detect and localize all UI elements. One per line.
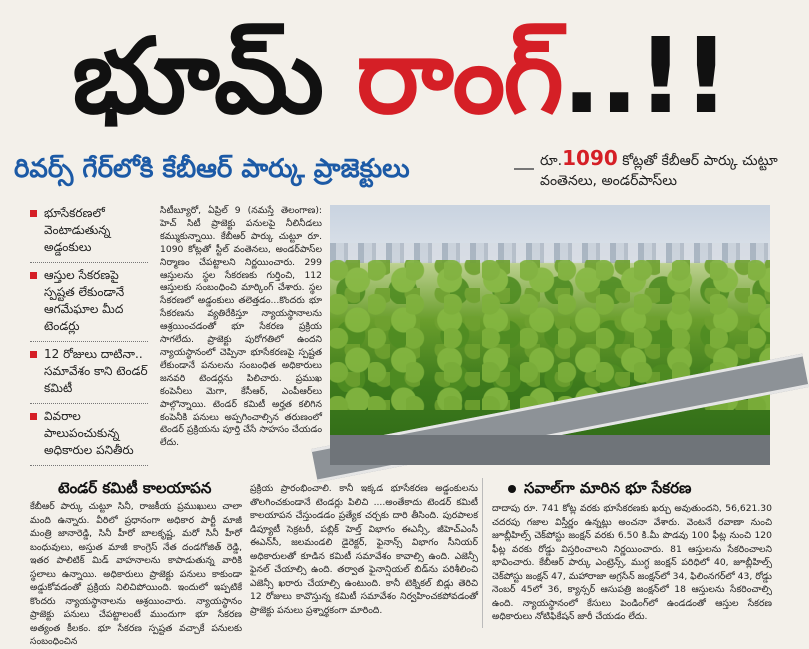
photo-road-lower [330, 435, 770, 465]
key-point-text: వివరాల పాలుపంచుకున్న అధికారుల పనితీరు [44, 409, 134, 457]
key-point-text: ఆస్తుల సేకరణపై స్పష్టత లేకుండానే ఆగమేఘాల మీద టెండర్లు [44, 268, 125, 333]
side-deck-rest: కోట్లతో కేబీఆర్ పార్కు చుట్టూ వంతెనలు, అండర్‌పాస్‌లు [540, 153, 778, 189]
deck-divider [514, 168, 534, 170]
key-point [30, 408, 148, 466]
headline-part-1: భూమ్ [72, 15, 357, 137]
bullet-icon [30, 351, 37, 358]
column-divider [482, 478, 483, 628]
side-deck-amount: 1090 [562, 146, 618, 170]
key-point-text: భూసేకరణలో వెంటాడుతున్న అడ్డంకులు [44, 206, 111, 254]
key-point [30, 205, 148, 263]
headline [0, 10, 800, 142]
key-point-text: 12 రోజులు దాటినా.. సమావేశం కాని టెండర్ కమిటీ [44, 347, 148, 395]
section-body-continuation: ప్రక్రియ ప్రారంభించాలి. కానీ ఇక్కడ భూసేకరణ అడ్డంకులను తొలగించకుండానే టెండర్లు పిలిచి ....అంతేకాదు టెండర్ కమిటీ కాలయాపన చేస్తుండడం ప్రత్యేక చర్చకు దారి తీసింది. పురపాలక డిప్యూటీ సెక్రటరీ, పబ్లిక్ హెల్త్ విభాగం ఈఎన్సీ, జీహెచ్‌ఎంసీ ఈఎన్‌సీ, జలమండలి డైరెక్టర్, ఫైనాన్స్ విభాగం సీనియర్ అధికారులతో కూడిన కమిటీ సమావేశం కావాల్సి ఉంది. ఎజెన్సీ ఫైనల్ చేయాల్సి ఉంది. తర్వాత ఫైనాన్షియల్ బిడ్‌ను పరిశీలించి ఎజెన్సీ ఖరారు చేయాల్సి ఉంటుంది. కానీ టెక్నికల్ బిడ్లు తెరిచి 12 రోజులు కావొస్తున్న కమిటీ సమావేశం నిర్వహించకపోవడంతో ప్రాజెక్టు పనులు ప్రశ్నార్థకంగా మారింది. [250, 483, 478, 616]
section-body-tender-committee: కేబీఆర్ పార్కు చుట్టూ సినీ, రాజకీయ ప్రముఖులు చాలా మంది ఉన్నారు. వీరిలో ప్రధానంగా అధికార పార్టీ మాజీ మంత్రి జానారెడ్డి, సినీ హీరో బాలకృష్ణ, మరో సినీ హీరో బంధువులు, అస్తుత మాజీ కాంగ్రెస్ నేత దండగోజిత్ రెడ్డి, ఇతర పాలిటిక్ మిడ్ వాహనాలను కాపాడుతున్న వారికి స్థలాలు ఉన్నాయి. అధికారులు ప్రాజెక్టు పనులు కాకుండా అడ్డుకోవడంతో ప్రక్రియ నిలిచిపోయింది. ఇందులో ఇప్పటికే కొందరు న్యాయస్థానాలను ఆశ్రయించారు. న్యాయస్థానం ప్రాజెక్టు పనులు చేపట్టాలంటే ముందుగా భూ సేకరణ అత్యంత కీలకం. భూ సేకరణ స్పష్టత వచ్చాకే పనులకు సంబంధించిన [30, 501, 242, 647]
aerial-park-photo [330, 205, 770, 460]
side-deck [540, 148, 795, 192]
side-deck-prefix: రూ. [540, 153, 563, 169]
section-title-text: సవాల్‌గా మారిన భూ సేకరణ [524, 479, 692, 497]
lead-paragraph: సిటీబ్యూరో, ఏప్రిల్ 9 (నమస్తే తెలంగాణ): హెచ్ సిటీ ప్రాజెక్టు పనులపై నీలినీడలు కమ్ముకున్నాయి. కేబీఆర్ పార్కు చుట్టూ రూ. 1090 కోట్లతో స్టీల్ వంతెనలు, అండర్‌పాస్‌ల నిర్మాణం చేపట్టాలని నిర్ణయించారు. 299 ఆస్తులను స్థల సేకరణకు గుర్తించి, 112 ఆస్తులకు సంబంధించి మార్కింగ్ చేశారు. స్థల సేకరణలో అడ్డంకులు తలెత్తడం...కొందరు భూ సేకరణను వ్యతిరేకిస్తూ న్యాయస్థానాలను ఆశ్రయించడంతో భూ సేకరణ ప్రక్రియ సాగలేదు. ప్రాజెక్టు పురోగతిలో ఉందని న్యాయస్థానంలో చెప్పినా భూసేకరణపై స్పష్టత లేకుండానే పనులను సంబంధిత అధికారులు జనవరి టెండర్లను పిలిచారు. ప్రముఖ కంపెనీలు మెగా, కేసీఆర్, ఎంపీఆర్‌లు పాల్గొన్నాయి. టెండర్ కమిటీ అర్హత కలిగిన కంపెనీకి పనులు అప్పగించాల్సిన తరుణంలో టెండర్ ప్రక్రియను పూర్తి చేసే సాహసం చేయడం లేదు. [160, 205, 322, 449]
key-point [30, 346, 148, 404]
bullet-icon [30, 272, 37, 279]
bullet-icon [508, 485, 516, 493]
section-body-land-acquisition: దాదాపు రూ. 741 కోట్ల వరకు భూసేకరణకు ఖర్చు అవుతుందని, 56,621.30 చదరపు గజాల విస్తీర్ణం ఉన్నట్లు అంచనా వేశారు. వెంటనే రవాణా నుంచి జూబ్లీహిల్స్ చెక్‌పోస్టు జంక్షన్ వరకు 6.50 కి.మీ పొడవు 100 ఫీట్ల నుంచి 120 ఫీట్ల వరకు రోడ్డు విస్తరించాలని నిర్ణయించారు. 81 ఆస్తులను సేకరించాలని భావించారు. కేబీఆర్ పార్కు ఎంట్రెన్స్, ముగ్ధ జంక్షన్ పరిధిలో 40, జూబ్లీహిల్స్ చెక్‌పోస్టు జంక్షన్ 47, మహారాజా అగ్రసేన్ జంక్షన్‌లో 34, ఫిలింనగర్‌లో 43, రోడ్డు నెంబర్ 45లో 36, క్యాన్సర్ ఆసుపత్రి జంక్షన్‌లో 18 ఆస్తులను సేకరించాల్సి ఉంది. న్యాయస్థానంలో కేసులు పెండింగ్‌లో ఉండడంతో ఆస్తుల సేకరణ అధికారులు నోటిఫికేషన్ జారీ చేయడం లేదు. [492, 503, 772, 622]
bullet-icon [30, 413, 37, 420]
bullet-icon [30, 210, 37, 217]
key-point [30, 267, 148, 342]
headline-part-3: ..!! [561, 15, 728, 137]
key-points [30, 205, 148, 463]
headline-part-2: రాంగ్ [356, 15, 562, 137]
subheadline: రివర్స్ గేర్‌లోకి కేబీఆర్ పార్కు ప్రాజెక్టులు [14, 154, 410, 184]
section-title-tender-committee: టెండర్ కమిటీ కాలయాపన [58, 479, 212, 497]
section-title-land-acquisition [508, 478, 691, 498]
